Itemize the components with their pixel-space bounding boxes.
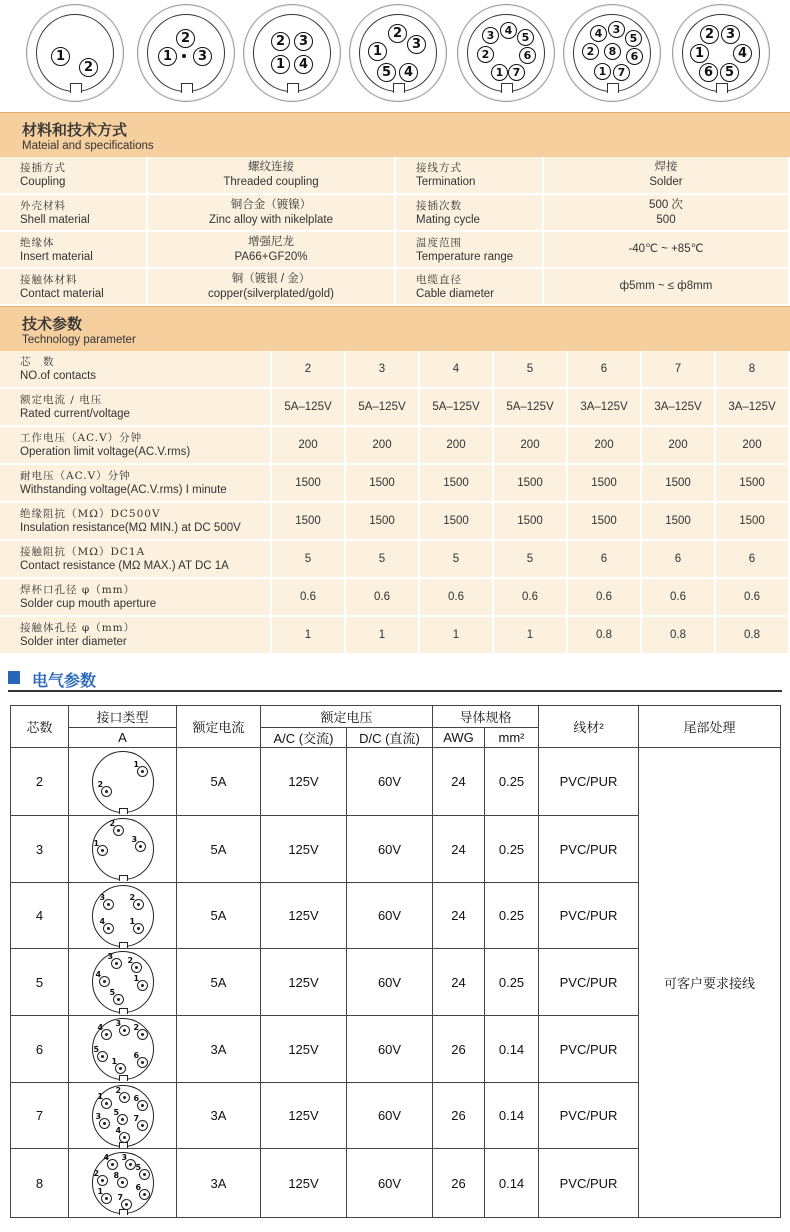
pin-label: 3 [407, 35, 426, 54]
tech-param-value: 5A–125V [346, 389, 420, 427]
tech-param-value: 1 [494, 617, 568, 655]
table-row [0, 617, 790, 655]
tech-param-value: 1500 [272, 503, 346, 541]
table-row [0, 157, 790, 195]
dc-voltage-cell: 60V [347, 1016, 433, 1083]
dc-voltage-cell: 60V [347, 1149, 433, 1218]
tech-param-value: 7 [642, 351, 716, 389]
current-cell: 5A [177, 949, 261, 1016]
mating-value-en: 500 [656, 213, 676, 226]
pin-label: 3 [482, 27, 499, 44]
tech-param-label: 工作电压（AC.V）分钟 Operation limit voltage(AC.V.rms) [0, 427, 272, 465]
contact-material-label-en: Contact material [20, 287, 104, 300]
technology-table [0, 351, 790, 655]
pin-label: 2 [700, 25, 719, 44]
tech-param-label: 芯 数 NO.of contacts [0, 351, 272, 389]
connector-face-5pin [349, 4, 447, 102]
tech-param-value: 6 [642, 541, 716, 579]
tech-param-value: 8 [716, 351, 790, 389]
tech-param-label: 额定电流 / 电压 Rated current/voltage [0, 389, 272, 427]
header-voltage: 额定电压 [261, 706, 433, 728]
current-cell: 3A [177, 1149, 261, 1218]
ac-voltage-cell: 125V [261, 748, 347, 816]
tech-param-value: 200 [272, 427, 346, 465]
connector-diagram-icon [92, 1085, 154, 1147]
technology-title-en: Technology parameter [22, 334, 136, 346]
tech-param-label: 绝缘阻抗（MΩ）DC500V Insulation resistance(MΩ MIN.) at DC 500V [0, 503, 272, 541]
pin-number: 3 [115, 1019, 122, 1028]
table-row [0, 351, 790, 389]
mm2-cell: 0.25 [485, 748, 539, 816]
tech-param-value: 200 [568, 427, 642, 465]
tech-param-value: 200 [716, 427, 790, 465]
tech-param-value: 0.6 [420, 579, 494, 617]
materials-table [0, 157, 790, 306]
connector-diagram-icon [92, 751, 154, 813]
tech-param-value: 5A–125V [272, 389, 346, 427]
tech-param-value: 5 [494, 351, 568, 389]
connector-face-6pin [672, 4, 770, 102]
pin-number: 3 [95, 1111, 102, 1121]
pin-label: 7 [613, 64, 630, 81]
table-row [0, 503, 790, 541]
pin-number: 8 [113, 1171, 120, 1180]
tech-param-value: 5 [346, 541, 420, 579]
awg-cell: 24 [433, 883, 485, 949]
temperature-label-cn: 温度范围 [416, 236, 462, 249]
tech-param-value: 1500 [494, 503, 568, 541]
pin-label: 6 [519, 47, 536, 64]
table-row [0, 195, 790, 232]
interface-diagram-cell [69, 748, 177, 816]
tech-param-value: 0.8 [642, 617, 716, 655]
connector-diagram-icon [92, 818, 154, 880]
pin-label: 5 [625, 30, 642, 47]
insert-label-en: Insert material [20, 250, 93, 263]
wire-cell: PVC/PUR [539, 1083, 639, 1149]
tech-param-value: 200 [420, 427, 494, 465]
connector-diagram-icon [92, 951, 154, 1013]
tech-param-label: 耐电压（AC.V）分钟 Withstanding voltage(AC.V.rms) I minute [0, 465, 272, 503]
pin-number: 5 [135, 1163, 142, 1172]
pin-label: 6 [626, 48, 643, 65]
tech-param-value: 0.8 [568, 617, 642, 655]
connector-diagram-icon [92, 1152, 154, 1214]
pin-number: 4 [95, 970, 102, 979]
cores-cell: 4 [11, 883, 69, 949]
pin-number: 7 [117, 1193, 124, 1202]
interface-diagram-cell [69, 1083, 177, 1149]
wire-cell: PVC/PUR [539, 748, 639, 816]
coupling-value-cn: 螺纹连接 [248, 161, 294, 173]
tech-param-value: 1500 [346, 503, 420, 541]
tech-param-value: 5 [494, 541, 568, 579]
pin-number: 1 [133, 759, 140, 769]
pin-number: 2 [115, 1085, 122, 1095]
connector-face-7pin [457, 4, 555, 102]
contact-material-value-cn: 铜（镀银 / 金） [231, 272, 311, 285]
cable-value: ф5mm ~ ≤ ф8mm [619, 280, 713, 292]
termination-value-cn: 焊接 [654, 161, 678, 173]
tail-cell: 可客户要求接线 [639, 748, 781, 1218]
mating-label-cn: 接插次数 [416, 199, 462, 212]
interface-diagram-cell [69, 816, 177, 883]
cable-label-cn: 电缆直径 [416, 273, 462, 286]
pin-label: 2 [388, 24, 407, 43]
pin-number: 5 [93, 1045, 100, 1054]
interface-diagram-cell [69, 1149, 177, 1218]
pin-number: 2 [97, 779, 104, 789]
insert-value-cn: 增强尼龙 [248, 235, 294, 248]
header-interface: 接口类型 [69, 706, 177, 728]
termination-label-en: Termination [416, 176, 476, 188]
table-row [0, 232, 790, 269]
tech-param-value: 6 [716, 541, 790, 579]
current-cell: 3A [177, 1083, 261, 1149]
technology-title-cn: 技术参数 [22, 315, 83, 333]
dc-voltage-cell: 60V [347, 816, 433, 883]
ac-voltage-cell: 125V [261, 1083, 347, 1149]
dc-voltage-cell: 60V [347, 1083, 433, 1149]
tech-param-value: 5 [420, 541, 494, 579]
connector-face-2pin [26, 4, 124, 102]
tech-param-value: 1500 [568, 503, 642, 541]
table-row [0, 579, 790, 617]
tech-param-value: 0.6 [272, 579, 346, 617]
tech-param-value: 1500 [272, 465, 346, 503]
interface-diagram-cell [69, 1016, 177, 1083]
table-row [0, 389, 790, 427]
mating-label-en: Mating cycle [416, 213, 480, 226]
pin-number: 3 [107, 952, 114, 961]
current-cell: 5A [177, 883, 261, 949]
materials-title-en: Mateial and specifications [22, 140, 154, 152]
header-ac: A/C (交流) [261, 728, 347, 748]
cores-cell: 7 [11, 1083, 69, 1149]
header-tail: 尾部处理 [639, 706, 781, 748]
pin-label: 5 [720, 63, 739, 82]
tech-param-value: 0.6 [716, 579, 790, 617]
tech-param-value: 1500 [420, 503, 494, 541]
tech-param-value: 5 [272, 541, 346, 579]
coupling-label-cn: 接插方式 [20, 162, 66, 174]
ac-voltage-cell: 125V [261, 816, 347, 883]
pin-label: 3 [608, 21, 625, 38]
pin-number: 7 [133, 1113, 140, 1123]
awg-cell: 26 [433, 1149, 485, 1218]
pin-number: 2 [133, 1023, 140, 1032]
header-awg: AWG [433, 728, 485, 748]
connector-diagram-icon [92, 1018, 154, 1080]
mm2-cell: 0.14 [485, 1016, 539, 1083]
pin-number: 5 [109, 988, 116, 997]
pin-number: 1 [97, 1187, 104, 1196]
connector-faces-row [0, 0, 790, 108]
ac-voltage-cell: 125V [261, 883, 347, 949]
tech-param-label: 接触阻抗（MΩ）DC1A Contact resistance (MΩ MAX.) AT DC 1A [0, 541, 272, 579]
pin-label: 4 [590, 25, 607, 42]
connector-diagram-icon [92, 885, 154, 947]
header-mm2: mm² [485, 728, 539, 748]
pin-number: 1 [93, 839, 100, 848]
insert-label-cn: 绝缘体 [20, 236, 55, 249]
ac-voltage-cell: 125V [261, 1016, 347, 1083]
wire-cell: PVC/PUR [539, 816, 639, 883]
pin-number: 3 [131, 835, 138, 844]
cores-cell: 2 [11, 748, 69, 816]
pin-number: 6 [133, 1093, 140, 1103]
table-row [0, 427, 790, 465]
pin-label: 4 [500, 22, 517, 39]
pin-number: 1 [129, 916, 136, 926]
tech-param-value: 200 [346, 427, 420, 465]
pin-number: 2 [93, 1169, 100, 1178]
table-row [0, 269, 790, 306]
cores-cell: 5 [11, 949, 69, 1016]
tech-param-value: 0.6 [494, 579, 568, 617]
tech-param-value: 4 [420, 351, 494, 389]
insert-value-en: PA66+GF20% [234, 250, 308, 263]
connector-face-4pin [243, 4, 341, 102]
current-cell: 5A [177, 748, 261, 816]
tech-param-value: 1 [420, 617, 494, 655]
mm2-cell: 0.25 [485, 816, 539, 883]
pin-label: 1 [594, 63, 611, 80]
coupling-value-en: Threaded coupling [223, 176, 319, 188]
mating-value-cn: 500 次 [649, 198, 683, 211]
contact-material-label-cn: 接触体材料 [20, 273, 78, 286]
mm2-cell: 0.25 [485, 883, 539, 949]
pin-label: 2 [582, 43, 599, 60]
awg-cell: 24 [433, 816, 485, 883]
tech-param-value: 3A–125V [642, 389, 716, 427]
pin-label: 6 [699, 63, 718, 82]
pin-number: 3 [99, 892, 106, 902]
pin-label: 3 [193, 47, 212, 66]
dc-voltage-cell: 60V [347, 748, 433, 816]
tech-param-value: 5A–125V [420, 389, 494, 427]
pin-label: 5 [517, 29, 534, 46]
dc-voltage-cell: 60V [347, 949, 433, 1016]
pin-label: 1 [491, 64, 508, 81]
tech-param-value: 200 [494, 427, 568, 465]
cores-cell: 3 [11, 816, 69, 883]
coupling-label-en: Coupling [20, 176, 66, 188]
tech-param-value: 5A–125V [494, 389, 568, 427]
tech-param-value: 200 [642, 427, 716, 465]
pin-number: 3 [121, 1153, 128, 1162]
pin-number: 4 [103, 1153, 110, 1162]
pin-label: 8 [604, 43, 621, 60]
divider [8, 690, 782, 692]
wire-cell: PVC/PUR [539, 949, 639, 1016]
temperature-label-en: Temperature range [416, 250, 514, 263]
table-row [0, 541, 790, 579]
electrical-title: 电气参数 [32, 671, 97, 690]
header-dc: D/C (直流) [347, 728, 433, 748]
table-row [0, 465, 790, 503]
shell-value-en: Zinc alloy with nikelplate [208, 213, 333, 226]
tech-param-value: 0.8 [716, 617, 790, 655]
tech-param-value: 1500 [642, 503, 716, 541]
mm2-cell: 0.14 [485, 1149, 539, 1218]
mm2-cell: 0.25 [485, 949, 539, 1016]
pin-label: 1 [51, 47, 70, 66]
tech-param-label: 焊杯口孔径 φ（mm） Solder cup mouth aperture [0, 579, 272, 617]
pin-number: 1 [133, 974, 140, 983]
interface-diagram-cell [69, 949, 177, 1016]
cores-cell: 8 [11, 1149, 69, 1218]
section-marker-icon [8, 671, 20, 684]
tech-param-value: 1500 [568, 465, 642, 503]
tech-param-value: 1500 [420, 465, 494, 503]
pin-label: 3 [294, 32, 313, 51]
tech-param-value: 1500 [346, 465, 420, 503]
connector-face-3pin [137, 4, 235, 102]
header-wire: 线材² [539, 706, 639, 748]
shell-value-cn: 铜合金（镀镍） [230, 198, 312, 211]
shell-label-en: Shell material [20, 213, 90, 226]
termination-value-en: Solder [649, 176, 683, 188]
awg-cell: 26 [433, 1083, 485, 1149]
tech-param-value: 6 [568, 351, 642, 389]
contact-material-value-en: copper(silverplated/gold) [208, 287, 334, 300]
tech-param-value: 6 [568, 541, 642, 579]
awg-cell: 24 [433, 748, 485, 816]
tech-param-value: 1500 [716, 465, 790, 503]
pin-label: 1 [368, 42, 387, 61]
electrical-table [10, 705, 781, 1218]
materials-section-header [0, 112, 790, 158]
pin-number: 2 [127, 956, 134, 965]
header-current: 额定电流 [177, 706, 261, 748]
pin-label: 4 [399, 63, 418, 82]
termination-label-cn: 接线方式 [416, 162, 462, 174]
pin-label: 3 [721, 25, 740, 44]
header-cores: 芯数 [11, 706, 69, 748]
tech-param-value: 0.6 [642, 579, 716, 617]
pin-label: 2 [79, 58, 98, 77]
pin-number: 1 [111, 1057, 118, 1066]
mm2-cell: 0.14 [485, 1083, 539, 1149]
pin-label: 7 [508, 64, 525, 81]
wire-cell: PVC/PUR [539, 1016, 639, 1083]
connector-face-8pin [563, 4, 661, 102]
temperature-value: -40℃ ~ +85℃ [628, 243, 704, 255]
wire-cell: PVC/PUR [539, 883, 639, 949]
table-row [11, 748, 781, 816]
pin-label: 1 [690, 44, 709, 63]
current-cell: 3A [177, 1016, 261, 1083]
tech-param-value: 1500 [494, 465, 568, 503]
pin-number: 2 [109, 819, 116, 828]
tech-param-label: 接触体孔径 φ（mm） Solder inter diameter [0, 617, 272, 655]
tech-param-value: 2 [272, 351, 346, 389]
tech-param-value: 1500 [716, 503, 790, 541]
pin-label: 5 [377, 63, 396, 82]
tech-param-value: 0.6 [568, 579, 642, 617]
pin-label: 1 [271, 55, 290, 74]
pin-number: 6 [135, 1183, 142, 1192]
pin-number: 2 [129, 892, 136, 902]
technology-section-header [0, 306, 790, 352]
tech-param-value: 3A–125V [716, 389, 790, 427]
tech-param-value: 1 [346, 617, 420, 655]
header-conductor: 导体规格 [433, 706, 539, 728]
pin-label: 2 [477, 46, 494, 63]
interface-diagram-cell [69, 883, 177, 949]
tech-param-value: 1500 [642, 465, 716, 503]
current-cell: 5A [177, 816, 261, 883]
tech-param-value: 1 [272, 617, 346, 655]
pin-label: 1 [158, 47, 177, 66]
tech-param-value: 3A–125V [568, 389, 642, 427]
pin-number: 5 [113, 1107, 120, 1117]
dc-voltage-cell: 60V [347, 883, 433, 949]
pin-number: 4 [115, 1125, 122, 1135]
tech-param-value: 0.6 [346, 579, 420, 617]
pin-number: 4 [99, 916, 106, 926]
materials-title-cn: 材料和技术方式 [22, 121, 128, 139]
pin-number: 4 [97, 1023, 104, 1032]
ac-voltage-cell: 125V [261, 1149, 347, 1218]
pin-number: 1 [97, 1091, 104, 1101]
cable-label-en: Cable diameter [416, 287, 494, 300]
wire-cell: PVC/PUR [539, 1149, 639, 1218]
pin-number: 6 [133, 1051, 140, 1060]
cores-cell: 6 [11, 1016, 69, 1083]
pin-label: 4 [733, 44, 752, 63]
shell-label-cn: 外壳材料 [20, 199, 66, 212]
awg-cell: 24 [433, 949, 485, 1016]
header-interface-sub: A [69, 728, 177, 748]
pin-label: 2 [271, 32, 290, 51]
awg-cell: 26 [433, 1016, 485, 1083]
pin-label: 4 [294, 55, 313, 74]
pin-label: 2 [176, 29, 195, 48]
ac-voltage-cell: 125V [261, 949, 347, 1016]
tech-param-value: 3 [346, 351, 420, 389]
